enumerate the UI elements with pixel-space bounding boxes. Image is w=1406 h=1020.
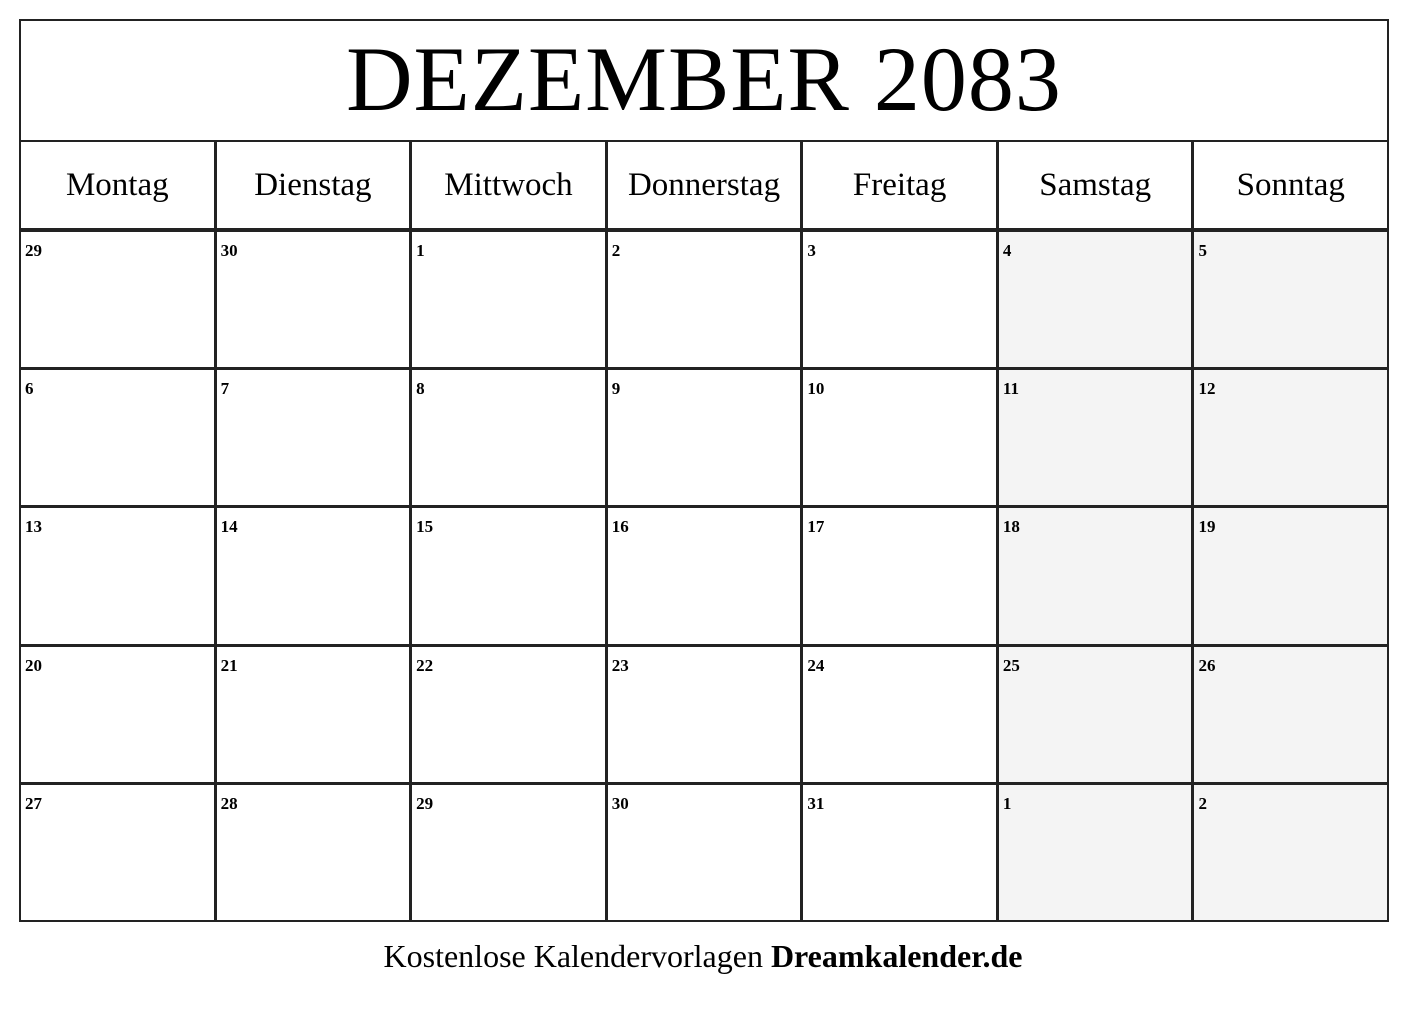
day-number: 30 [611, 793, 629, 813]
day-cell [608, 647, 804, 782]
day-cell [217, 647, 413, 782]
title-bar [21, 21, 1387, 142]
day-cell [803, 647, 999, 782]
day-number: 14 [220, 517, 238, 537]
day-cell [21, 508, 217, 643]
footer-brand-link[interactable]: Dreamkalender.de [770, 938, 1023, 974]
day-cell [21, 647, 217, 782]
weekday-sunday: Sonntag [1236, 166, 1345, 203]
day-number: 30 [220, 241, 238, 260]
weekend-day-cell [999, 785, 1195, 920]
weekend-day-cell [1194, 370, 1387, 505]
day-number: 31 [807, 793, 825, 813]
day-cell [608, 785, 804, 920]
weekend-day-cell [1194, 785, 1387, 920]
day-number: 2 [611, 241, 621, 260]
day-number: 22 [416, 655, 434, 675]
week-row-3 [21, 508, 1387, 646]
day-number: 6 [25, 379, 34, 399]
day-number: 26 [1198, 655, 1216, 675]
footer-text: Kostenlose Kalendervorlagen [383, 938, 763, 974]
day-number: 29 [25, 241, 42, 260]
day-number: 21 [220, 655, 238, 675]
day-cell [21, 370, 217, 505]
day-number: 8 [416, 379, 425, 399]
day-number: 20 [25, 655, 42, 675]
week-row-5 [21, 785, 1387, 920]
day-cell [803, 370, 999, 505]
weekday-saturday: Samstag [999, 142, 1195, 228]
week-row-4 [21, 647, 1387, 785]
day-cell [217, 232, 413, 367]
day-cell [608, 508, 804, 643]
day-number: 12 [1198, 379, 1216, 399]
day-number: 5 [1198, 241, 1207, 260]
day-number: 18 [1002, 517, 1020, 537]
weekend-day-cell [999, 647, 1195, 782]
day-number: 13 [25, 517, 42, 537]
day-cell [412, 785, 608, 920]
day-number: 1 [416, 241, 425, 260]
weekend-day-cell [1194, 647, 1387, 782]
day-number: 2 [1198, 793, 1207, 813]
weekend-day-cell [999, 370, 1195, 505]
weekday-friday: Freitag [803, 142, 999, 228]
day-cell [803, 508, 999, 643]
day-number: 28 [220, 793, 238, 813]
weeks-grid [21, 232, 1387, 920]
day-number: 4 [1002, 241, 1012, 260]
weekend-day-cell [999, 232, 1195, 367]
day-number: 1 [1002, 793, 1012, 813]
day-cell [21, 785, 217, 920]
day-number: 27 [25, 793, 42, 813]
day-number: 7 [220, 379, 230, 399]
day-number: 17 [807, 517, 825, 537]
day-cell [412, 508, 608, 643]
day-number: 15 [416, 517, 434, 537]
day-number: 19 [1198, 517, 1216, 537]
day-cell [803, 785, 999, 920]
day-cell [412, 232, 608, 367]
weekday-header-row [21, 142, 1387, 232]
day-cell [217, 508, 413, 643]
day-number: 9 [611, 379, 621, 399]
day-cell [412, 370, 608, 505]
day-cell [217, 785, 413, 920]
day-number: 16 [611, 517, 629, 537]
day-cell [608, 370, 804, 505]
day-number: 3 [807, 241, 816, 260]
day-number: 24 [807, 655, 825, 675]
calendar-title: DEZEMBER 2083 [346, 27, 1062, 130]
calendar [19, 19, 1389, 922]
day-cell [412, 647, 608, 782]
day-number: 11 [1002, 379, 1019, 399]
day-number: 23 [611, 655, 629, 675]
weekday-wednesday: Mittwoch [412, 142, 608, 228]
day-cell [803, 232, 999, 367]
day-number: 10 [807, 379, 825, 399]
weekday-monday: Montag [21, 142, 217, 228]
day-number: 29 [416, 793, 434, 813]
footer [0, 938, 1406, 975]
weekend-day-cell [999, 508, 1195, 643]
weekend-day-cell [1194, 232, 1387, 367]
day-cell [608, 232, 804, 367]
week-row-1 [21, 232, 1387, 370]
weekday-thursday: Donnerstag [608, 142, 804, 228]
day-cell [217, 370, 413, 505]
day-number: 25 [1002, 655, 1020, 675]
week-row-2 [21, 370, 1387, 508]
day-cell [21, 232, 217, 367]
weekday-tuesday: Dienstag [217, 142, 413, 228]
weekend-day-cell [1194, 508, 1387, 643]
